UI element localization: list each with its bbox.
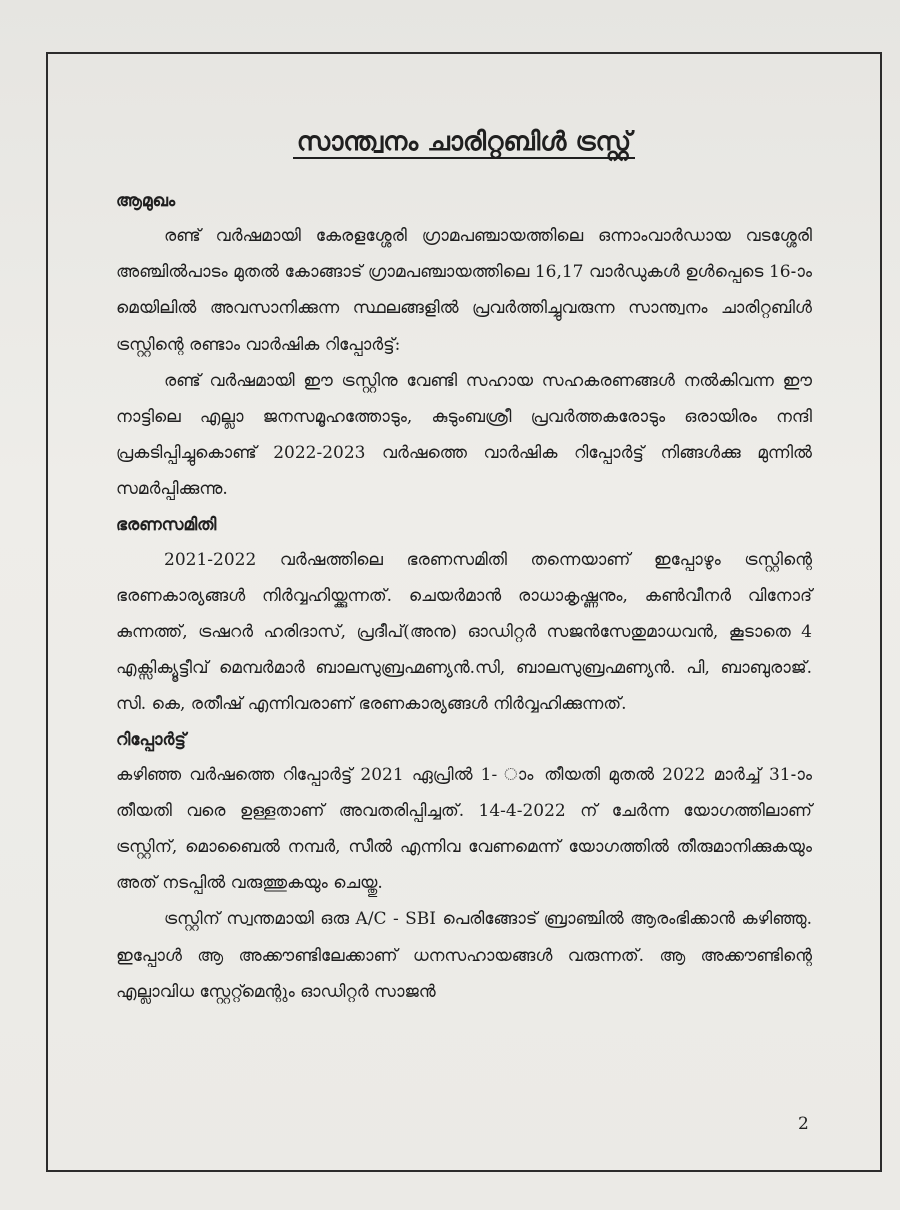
section-heading-intro: ആമുഖം bbox=[116, 191, 176, 211]
document-title: സാന്ത്വനം ചാരിറ്റബിൾ ട്രസ്റ്റ് bbox=[116, 122, 812, 162]
section-heading-report: റിപ്പോർട്ട് bbox=[116, 729, 186, 750]
section-heading-committee: ഭരണസമിതി bbox=[116, 514, 217, 535]
report-paragraph-1: കഴിഞ്ഞ വർഷത്തെ റിപ്പോർട്ട് 2021 ഏപ്രിൽ 1- ാം തീയതി മുതൽ 2022 മാർച്ച് 31-ാം തീയതി വരെ ഉള്ളതാണ് അവതരിപ്പിച്ചത്. 14-4-2022 ന് ചേർന്ന യോഗത്തിലാണ് ട്രസ്റ്റിന്, മൊബൈൽ നമ്പർ, സീൽ എന്നിവ വേണമെന്ന് യോഗത്തിൽ തീരുമാനിക്കുകയും അത് നടപ്പിൽ വരുത്തുകയും ചെയ്തു. bbox=[116, 764, 812, 894]
intro-paragraph-2: രണ്ട് വർഷമായി ഈ ട്രസ്റ്റിനു വേണ്ടി സഹായ സഹകരണങ്ങൾ നൽകിവന്ന ഈ നാട്ടിലെ എല്ലാ ജനസമൂഹത്തോടും, കുടുംബശ്രീ പ്രവർത്തകരോടും ഒരായിരം നന്ദി പ്രകടിപ്പിച്ചുകൊണ്ട് 2022-2023 വർഷത്തെ വാർഷിക റിപ്പോർട്ട് നിങ്ങൾക്കു മുന്നിൽ സമർപ്പിക്കുന്നു. bbox=[116, 370, 812, 500]
page-number: 2 bbox=[798, 1114, 809, 1134]
document-body bbox=[116, 122, 812, 1010]
committee-paragraph: 2021-2022 വർഷത്തിലെ ഭരണസമിതി തന്നെയാണ് ഇപ്പോഴും ട്രസ്റ്റിന്റെ ഭരണകാര്യങ്ങൾ നിർവ്വഹിയ്ക്കുന്നത്. ചെയർമാൻ രാധാകൃഷ്ണനും, കൺവീനർ വിനോദ് കുന്നത്ത്, ട്രഷറർ ഹരിദാസ്, പ്രദീപ്(അനു) ഓഡിറ്റർ സജൻസേതുമാധവൻ, കൂടാതെ 4 എക്സിക്യൂട്ടീവ് മെമ്പർമാർ ബാലസുബ്രഹ്മണ്യൻ.സി, ബാലസുബ്രഹ്മണ്യൻ. പി, ബാബുരാജ്. സി. കെ, രതീഷ് എന്നിവരാണ് ഭരണകാര്യങ്ങൾ നിർവ്വഹിക്കുന്നത്. bbox=[116, 549, 812, 715]
report-paragraph-2: ട്രസ്റ്റിന് സ്വന്തമായി ഒരു A/C - SBI പെരിങ്ങോട് ബ്രാഞ്ചിൽ ആരംഭിക്കാൻ കഴിഞ്ഞു. ഇപ്പോൾ ആ അക്കൗണ്ടിലേക്കാണ് ധനസഹായങ്ങൾ വരുന്നത്. ആ അക്കൗണ്ടിന്റെ എല്ലാവിധ സ്റ്റേറ്റ്മെന്റും ഓഡിറ്റർ സാജൻ bbox=[116, 909, 812, 1002]
intro-paragraph-1: രണ്ട് വർഷമായി കേരളശ്ശേരി ഗ്രാമപഞ്ചായത്തിലെ ഒന്നാംവാർഡായ വടശ്ശേരി അഞ്ചിൽപാടം മുതൽ കോങ്ങാട് ഗ്രാമപഞ്ചായത്തിലെ 16,17 വാർഡുകൾ ഉൾപ്പെടെ 16-ാം മെയിലിൽ അവസാനിക്കുന്ന സ്ഥലങ്ങളിൽ പ്രവർത്തിച്ചുവരുന്ന സാന്ത്വനം ചാരിറ്റബിൾ ട്രസ്റ്റിന്റെ രണ്ടാം വാർഷിക റിപ്പോർട്ട്: bbox=[116, 226, 812, 355]
